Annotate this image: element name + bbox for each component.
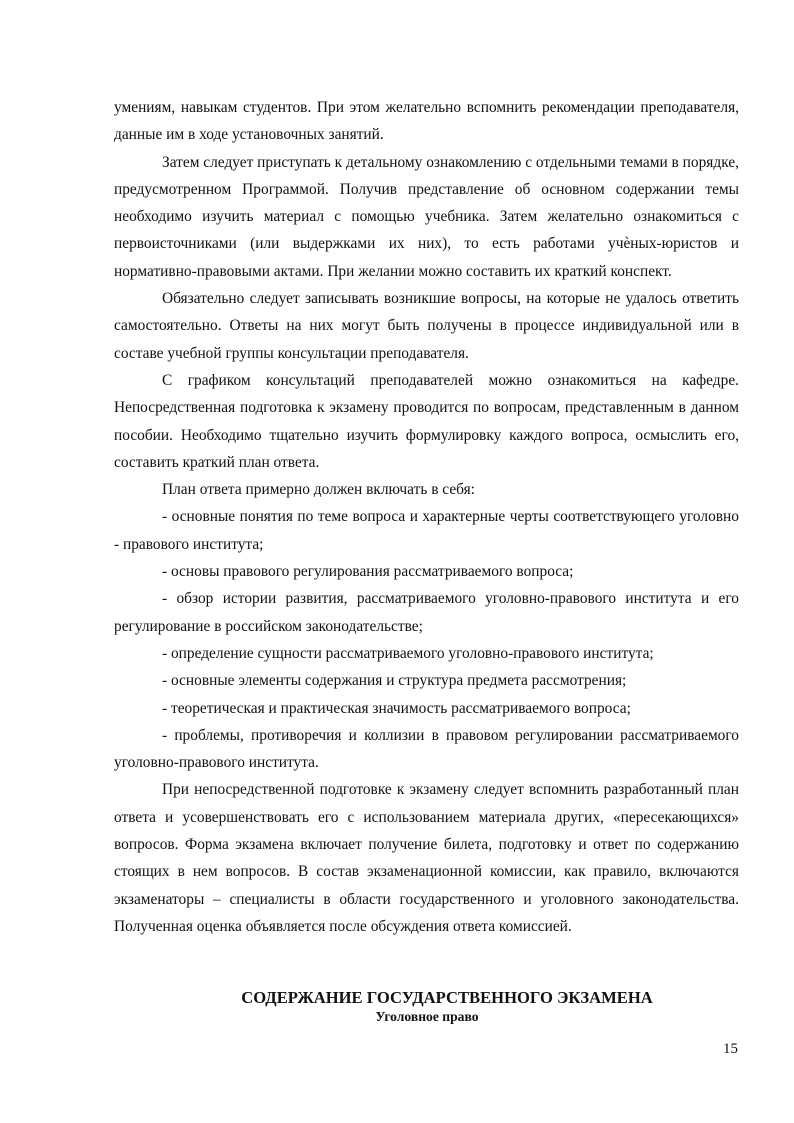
list-item: - теоретическая и практическая значимость рассматриваемого вопроса;	[162, 699, 631, 717]
list-item: - определение сущности рассматриваемого уголовно-правового института;	[162, 644, 654, 662]
section-heading: СОДЕРЖАНИЕ ГОСУДАРСТВЕННОГО ЭКЗАМЕНА	[241, 988, 653, 1007]
body-text	[114, 94, 739, 940]
list-item: - проблемы, противоречия и коллизии в правовом регулировании рассматриваемого уголовно-правового института.	[114, 726, 739, 772]
section-subheading: Уголовное право	[375, 1009, 479, 1024]
plan-intro: План ответа примерно должен включать в себя:	[162, 481, 475, 499]
paragraph: При непосредственной подготовке к экзамену следует вспомнить разработанный план ответа и усовершенствовать его с использованием материала других, «пересекающихся» вопросов. Форма экзамена включает получение билета, подготовку и ответ по содержанию стоящих в нем вопросов. В состав экзаменационной комиссии, как правило, включаются экзаменаторы – специалисты в области государственного и уголовного законодательства. Полученная оценка объявляется после обсуждения ответа комиссией.	[114, 781, 739, 935]
list-item: - основные понятия по теме вопроса и характерные черты соответствующего уголовно - правового института;	[114, 508, 739, 553]
paragraph: умениям, навыкам студентов. При этом желательно вспомнить рекомендации преподавателя, данные им в ходе установочных занятий.	[114, 99, 739, 144]
paragraph: С графиком консультаций преподавателей можно ознакомиться на кафедре. Непосредственная подготовка к экзамену проводится по вопросам, представленным в данном пособии. Необходимо тщательно изучить формулировку каждого вопроса, осмыслить его, составить краткий план ответа.	[114, 371, 739, 471]
list-item: - основные элементы содержания и структура предмета рассмотрения;	[162, 672, 627, 690]
list-item: - обзор истории развития, рассматриваемого уголовно-правового института и его регулирование в российском законодательстве;	[114, 590, 739, 635]
paragraph: Обязательно следует записывать возникшие вопросы, на которые не удалось ответить самостоятельно. Ответы на них могут быть получены в процессе индивидуальной или в составе учебной группы консультации преподавателя.	[114, 290, 739, 362]
paragraph: Затем следует приступать к детальному ознакомлению с отдельными темами в порядке, предусмотренном Программой. Получив представление об основном содержании темы необходимо изучить материал с помощью учебника. Затем желательно ознакомиться с первоисточниками (или выдержками их них), то есть работами учѐных-юристов и нормативно-правовыми актами. При желании можно составить их краткий конспект.	[114, 153, 739, 280]
list-item: - основы правового регулирования рассматриваемого вопроса;	[162, 563, 574, 581]
page-number: 15	[723, 1041, 738, 1057]
